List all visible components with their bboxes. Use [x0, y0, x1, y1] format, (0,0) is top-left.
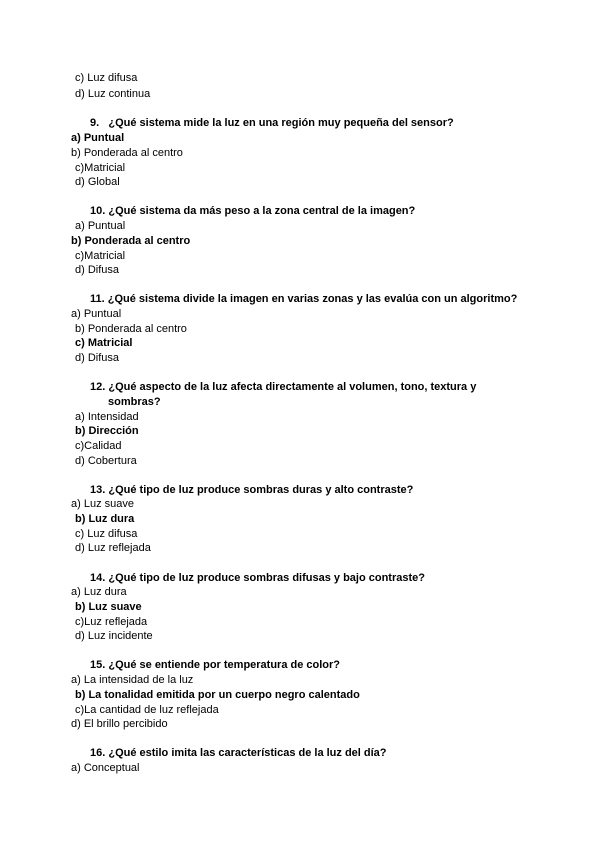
- question-12: 12. ¿Qué aspecto de la luz afecta directamente al volumen, tono, textura y: [90, 381, 477, 393]
- option-10a: a) Puntual: [75, 220, 126, 232]
- option-11d: d) Difusa: [75, 352, 120, 364]
- question-14: 14. ¿Qué tipo de luz produce sombras difusas y bajo contraste?: [90, 572, 425, 584]
- question-16: 16. ¿Qué estilo imita las características de la luz del día?: [90, 747, 387, 759]
- option-12d: d) Cobertura: [75, 455, 137, 467]
- option-14a: a) Luz dura: [71, 586, 127, 598]
- question-11: 11. ¿Qué sistema divide la imagen en varias zonas y las evalúa con un algoritmo?: [90, 293, 518, 305]
- option-10b-correct: b) Ponderada al centro: [71, 235, 191, 247]
- option-10d: d) Difusa: [75, 264, 120, 276]
- option-11b: b) Ponderada al centro: [75, 323, 187, 335]
- option-14d: d) Luz incidente: [75, 630, 153, 642]
- option-14c: c)Luz reflejada: [75, 616, 148, 628]
- question-10: 10. ¿Qué sistema da más peso a la zona central de la imagen?: [90, 205, 416, 217]
- option-carry-d: d) Luz continua: [75, 88, 151, 100]
- option-9d: d) Global: [75, 176, 120, 188]
- option-15d: d) El brillo percibido: [71, 718, 168, 730]
- option-13a: a) Luz suave: [71, 498, 134, 510]
- option-9b: b) Ponderada al centro: [71, 147, 183, 159]
- option-15a: a) La intensidad de la luz: [71, 674, 194, 686]
- option-13c: c) Luz difusa: [75, 528, 138, 540]
- option-12b-correct: b) Dirección: [75, 425, 139, 437]
- option-11a: a) Puntual: [71, 308, 122, 320]
- option-16a: a) Conceptual: [71, 762, 140, 774]
- option-11c-correct: c) Matricial: [75, 337, 133, 349]
- option-10c: c)Matricial: [75, 250, 126, 262]
- option-9a-correct: a) Puntual: [71, 132, 125, 144]
- option-13d: d) Luz reflejada: [75, 542, 151, 554]
- option-14b-correct: b) Luz suave: [75, 601, 142, 613]
- option-15b-correct: b) La tonalidad emitida por un cuerpo negro calentado: [75, 689, 360, 701]
- option-carry-c: c) Luz difusa: [75, 72, 138, 84]
- question-12-continuation: sombras?: [108, 396, 161, 408]
- option-13b-correct: b) Luz dura: [75, 513, 135, 525]
- question-9: 9. ¿Qué sistema mide la luz en una región muy pequeña del sensor?: [90, 117, 454, 129]
- option-9c: c)Matricial: [75, 162, 126, 174]
- question-15: 15. ¿Qué se entiende por temperatura de color?: [90, 659, 341, 671]
- question-13: 13. ¿Qué tipo de luz produce sombras duras y alto contraste?: [90, 484, 414, 496]
- option-12c: c)Calidad: [75, 440, 122, 452]
- option-15c: c)La cantidad de luz reflejada: [75, 704, 219, 716]
- option-12a: a) Intensidad: [75, 411, 139, 423]
